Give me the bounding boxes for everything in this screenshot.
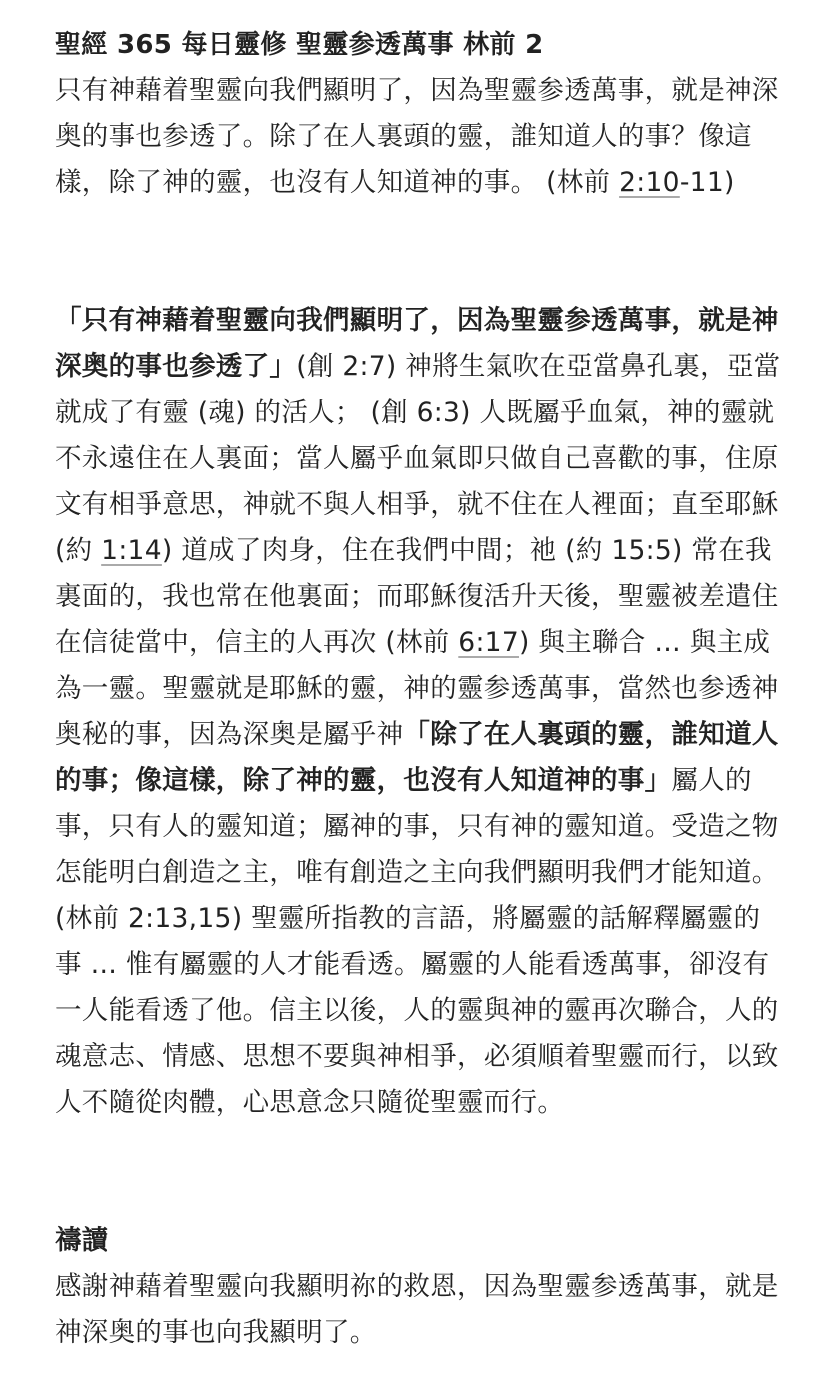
- prayer-text: 感謝神藉着聖靈向我顯明祢的救恩，因為聖靈参透萬事，就是神深奥的事也向我顯明了。: [55, 1271, 779, 1348]
- prayer-heading: 禱讀: [55, 1225, 109, 1256]
- commentary-text-4: 屬人的事，只有人的靈知道；屬神的事，只有神的靈知道。受造之物怎能明白創造之主，唯有創造之主向我們顯明我們才能知道。(林前 2:13,15) 聖靈所指教的言語，將屬靈的話解釋屬靈的事 … 惟有屬靈的人才能看透。屬靈的人能看透萬事，卻沒有一人能看透了他。信主以後，人的靈與神的靈再次聯合，人的魂意志、情感、思想不要與神相爭，必須順着聖靈而行，以致人不隨從肉體，心思意念只隨從聖靈而行。: [55, 765, 779, 1118]
- scripture-verse: [55, 68, 785, 206]
- commentary-paragraph: [55, 298, 785, 1126]
- page-title: 聖經 365 每日靈修 聖靈参透萬事 林前 2: [55, 30, 544, 60]
- verse-text: 只有神藉着聖靈向我們顯明了，因為聖靈参透萬事，就是神深奥的事也参透了。除了在人裏頭的靈，誰知道人的事？像這樣，除了神的靈，也沒有人知道神的事。 (林前: [55, 75, 779, 198]
- verse-text-end: -11): [679, 167, 735, 198]
- commentary-text-2: ) 道成了肉身，住在我們中間；祂 (約 15:5) 常在我裏面的，我也常在他裏面；而耶穌復活升天後，聖靈被差遣住在信徒當中，信主的人再次 (林前: [55, 535, 779, 658]
- reference-link-1cor-6-17[interactable]: 6:17: [458, 627, 520, 658]
- commentary-quote-2: 「除了在人裏頭的靈，誰知道人的事；像這樣，除了神的靈，也沒有人知道神的事」: [55, 719, 779, 796]
- commentary-text-1: (創 2:7) 神將生氣吹在亞當鼻孔裏，亞當就成了有靈 (魂) 的活人； (創 6:3) 人既屬乎血氣，神的靈就不永遠住在人裏面；當人屬乎血氣即只做自己喜歡的事，住原文有相爭意思，神就不與人相爭，就不住在人裡面；直至耶穌 (約: [55, 351, 781, 566]
- commentary-quote-1: 「只有神藉着聖靈向我們顯明了，因為聖靈参透萬事，就是神深奥的事也参透了」: [55, 305, 779, 382]
- verse-reference-link[interactable]: 2:10: [619, 167, 680, 198]
- commentary-text-3: ) 與主聯合 … 與主成為一靈。聖靈就是耶穌的靈，神的靈参透萬事，當然也参透神奥秘的事，因為深奥是屬乎神: [55, 627, 779, 750]
- reference-link-john-1-14[interactable]: 1:14: [101, 535, 162, 566]
